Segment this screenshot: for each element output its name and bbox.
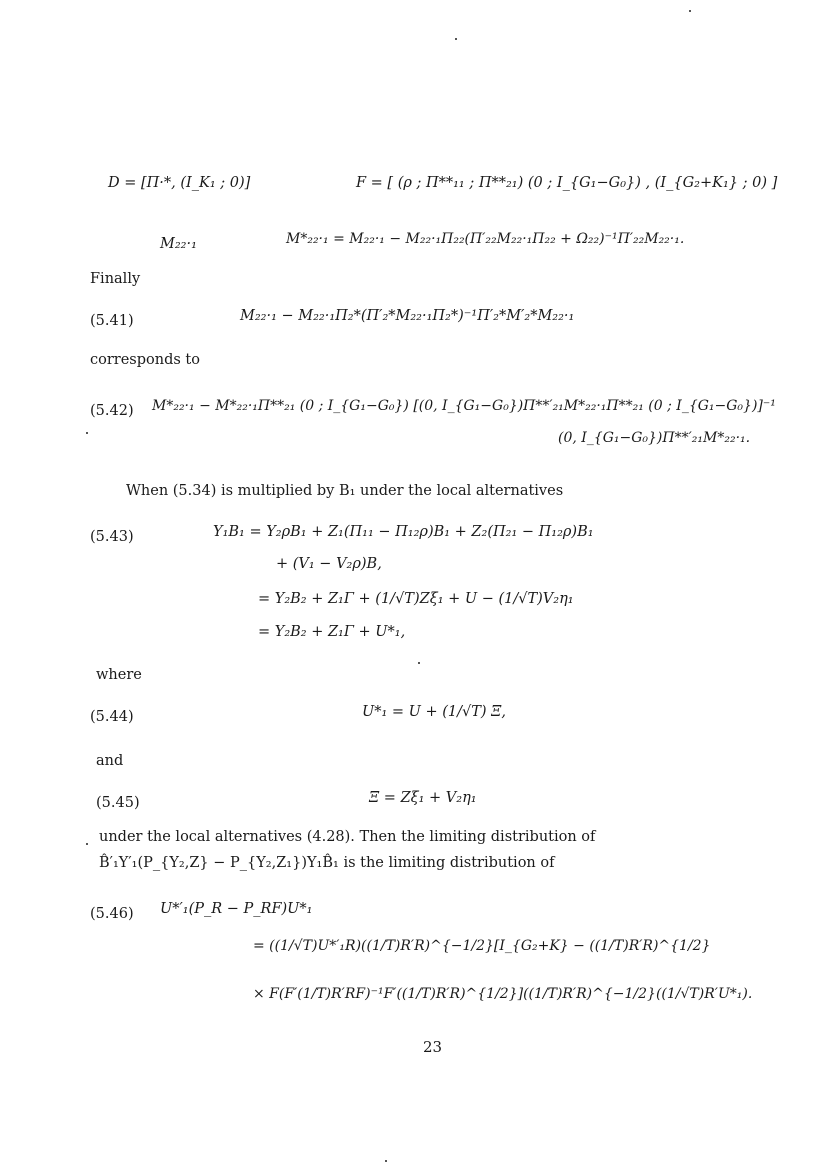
equation-5-46-line-3: × F(F′(1/T)R′RF)⁻¹F′((1/T)R′R)^{1/2}]((1/T)R′R)^{−1/2}((1/√T)R′U*₁). — [253, 986, 753, 1002]
scan-speck — [385, 1160, 387, 1162]
equation-number-5-43: (5.43) — [90, 529, 134, 545]
text-when-multiplied: When (5.34) is multiplied by B₁ under the local alternatives — [126, 483, 564, 499]
equation-d-definition: D = [Π·*, (I_K₁ ; 0)] — [108, 175, 251, 191]
equation-number-5-46: (5.46) — [90, 906, 134, 922]
text-and: and — [96, 753, 124, 769]
equation-5-45: Ξ = Zξ₁ + V₂η₁ — [369, 790, 477, 806]
text-under-local-alternatives: under the local alternatives (4.28). Then the limiting distribution of — [99, 829, 596, 845]
text-limiting-distribution: B̂′₁Y′₁(P_{Y₂,Z} − P_{Y₂,Z₁})Y₁B̂₁ is the limiting distribution of — [99, 855, 555, 871]
scan-speck — [86, 432, 88, 434]
page-number: 23 — [423, 1038, 443, 1056]
equation-f-definition: F = [ (ρ ; Π**₁₁ ; Π**₂₁) (0 ; I_{G₁−G₀}) , (I_{G₂+K₁} ; 0) ] — [356, 175, 778, 191]
equation-number-5-42: (5.42) — [90, 403, 134, 419]
equation-5-46-line-2: = ((1/√T)U*′₁R)((1/T)R′R)^{−1/2}[I_{G₂+K} − ((1/T)R′R)^{1/2} — [253, 938, 711, 954]
equation-number-5-44: (5.44) — [90, 709, 134, 725]
equation-5-43-line-2: + (V₁ − V₂ρ)B, — [276, 556, 382, 572]
equation-5-43-line-3: = Y₂B₂ + Z₁Γ + (1/√T)Zξ₁ + U − (1/√T)V₂η₁ — [258, 591, 574, 607]
equation-5-41: M₂₂·₁ − M₂₂·₁Π₂*(Π′₂*M₂₂·₁Π₂*)⁻¹Π′₂*M′₂*M₂₂·₁ — [240, 308, 575, 324]
equation-number-5-41: (5.41) — [90, 313, 134, 329]
text-corresponds-to: corresponds to — [90, 352, 200, 368]
equation-5-46-line-1: U*′₁(P_R − P_RF)U*₁ — [160, 901, 313, 917]
text-where: where — [96, 667, 142, 683]
equation-number-5-45: (5.45) — [96, 795, 140, 811]
scan-speck — [86, 843, 88, 845]
equation-m22-label: M₂₂·₁ — [160, 236, 197, 252]
equation-5-43-line-4: = Y₂B₂ + Z₁Γ + U*₁, — [258, 624, 406, 640]
text-finally: Finally — [90, 271, 141, 287]
scan-speck — [418, 662, 420, 664]
equation-m22-star: M*₂₂·₁ = M₂₂·₁ − M₂₂·₁Π₂₂(Π′₂₂M₂₂·₁Π₂₂ + Ω₂₂)⁻¹Π′₂₂M₂₂·₁. — [286, 231, 685, 247]
scan-speck — [689, 10, 691, 12]
equation-5-42-line-1: M*₂₂·₁ − M*₂₂·₁Π**₂₁ (0 ; I_{G₁−G₀}) [(0, I_{G₁−G₀})Π**′₂₁M*₂₂·₁Π**₂₁ (0 ; I_{G₁−G₀})]⁻¹ — [152, 398, 776, 414]
equation-5-42-line-2: (0, I_{G₁−G₀})Π**′₂₁M*₂₂·₁. — [558, 430, 751, 446]
equation-5-44: U*₁ = U + (1/√T) Ξ, — [362, 704, 506, 720]
equation-5-43-line-1: Y₁B₁ = Y₂ρB₁ + Z₁(Π₁₁ − Π₁₂ρ)B₁ + Z₂(Π₂₁ − Π₁₂ρ)B₁ — [213, 524, 594, 540]
scan-speck — [455, 38, 457, 40]
